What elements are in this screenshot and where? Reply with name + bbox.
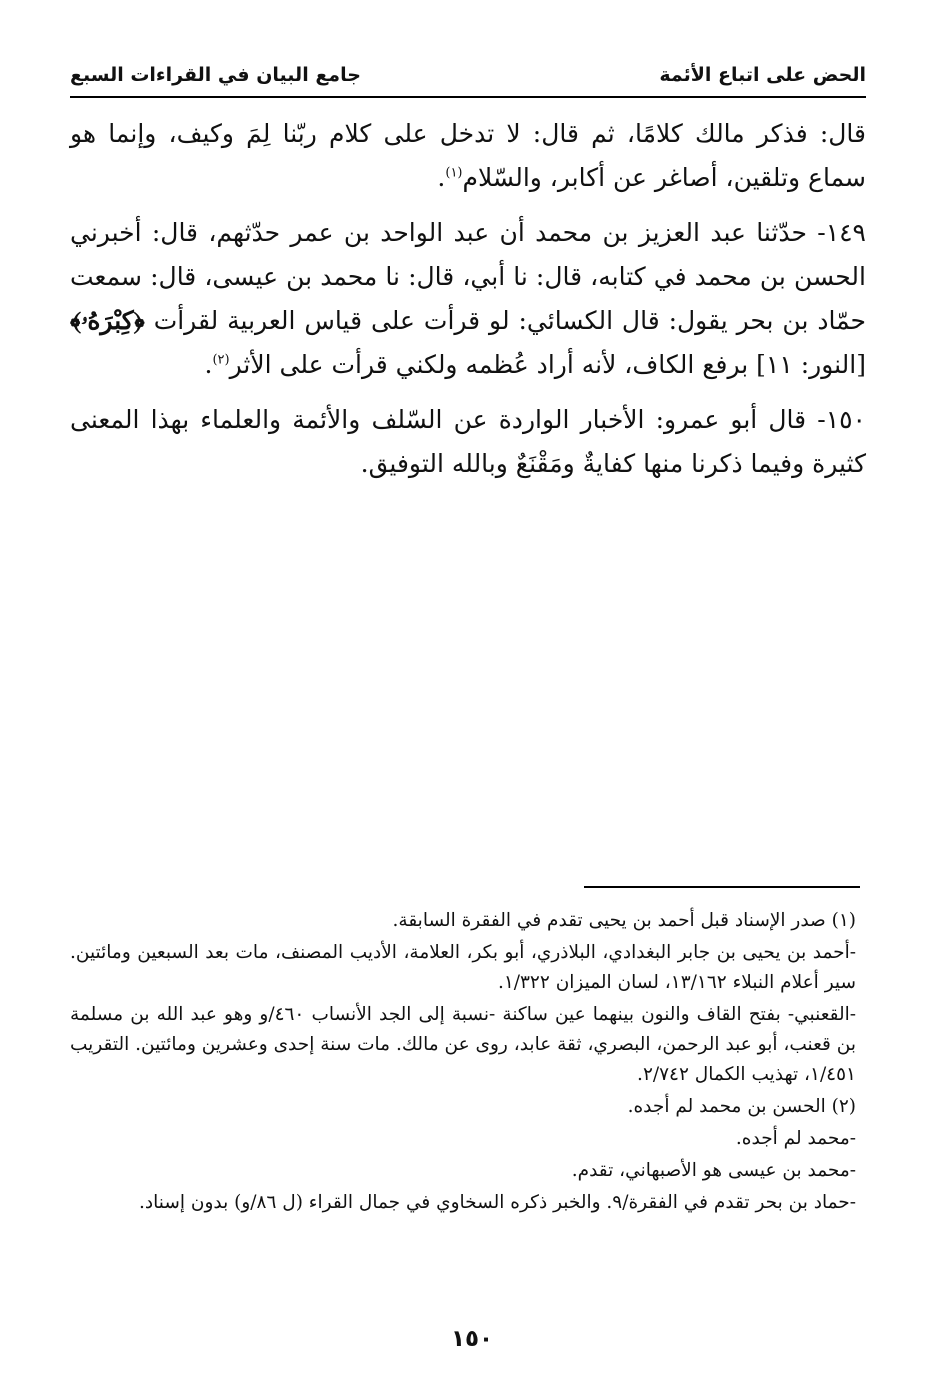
paragraph-1-end: .: [437, 163, 446, 192]
footnote-2-note-c: -حماد بن بحر تقدم في الفقرة/٩. والخبر ذكره السخاوي في جمال القراء (ل ٨٦/و) بدون إسناد.: [139, 1192, 856, 1213]
footnote-separator: [584, 886, 860, 888]
footnotes: [70, 906, 856, 1220]
footnote-1-note-b: -القعنبي- بفتح القاف والنون بينهما عين ساكنة -نسبة إلى الجد الأنساب ٤٦٠/و وهو عبد الله بن مسلمة بن قعنب، أبو عبد الرحمن، البصري، ثقة عابد، روى عن مالك. مات سنة إحدى وعشرين ومائتين. التقريب ١/٤٥١، تهذيب الكمال ٢/٧٤٢.: [70, 1004, 857, 1085]
footnote-ref-2: (٢): [212, 352, 230, 368]
paragraph-149: [70, 211, 866, 387]
running-header: [70, 62, 866, 98]
footnote-1-note-a: -أحمد بن يحيى بن جابر البغدادي، البلاذري، أبو بكر، العلامة، الأديب المصنف، مات بعد السبعين ومائتين. سير أعلام النبلاء ١٣/١٦٢، لسان الميزان ١/٣٢٢.: [70, 942, 856, 993]
header-chapter-title: الحض على اتباع الأئمة: [659, 64, 866, 86]
footnote-ref-1: (١): [445, 165, 463, 181]
header-book-title: جامع البيان في القراءات السبع: [70, 64, 361, 86]
header-rule: [70, 96, 866, 98]
paragraph-1-text: قال: فذكر مالك كلامًا، ثم قال: لا تدخل على كلام ربّنا لِمَ وكيف، وإنما هو سماع وتلقين، أصاغر عن أكابر، والسّلام: [70, 119, 866, 192]
paragraph-150: ١٥٠- قال أبو عمرو: الأخبار الواردة عن السّلف والأئمة والعلماء بهذا المعنى كثيرة وفيما ذكرنا منها كفايةٌ ومَقْنَعٌ وبالله التوفيق.: [70, 405, 866, 478]
page-number: ١٥٠: [450, 1326, 494, 1352]
paragraph-149-cont: [النور: ١١] برفع الكاف، لأنه أراد عُظمه ولكني قرأت على الأثر: [229, 350, 866, 379]
footnote-2-note-a: -محمد لم أجده.: [735, 1128, 856, 1149]
paragraph-149-end: .: [204, 350, 213, 379]
paragraph-1: [70, 112, 866, 200]
footnote-1: (١) صدر الإسناد قبل أحمد بن يحيى تقدم في الفقرة السابقة.: [392, 910, 856, 931]
footnote-2-note-b: -محمد بن عيسى هو الأصبهاني، تقدم.: [571, 1160, 856, 1181]
quran-quote: ﴿كِبْرَهُۥ﴾: [70, 306, 145, 335]
paragraph-149-text: ١٤٩- حدّثنا عبد العزيز بن محمد أن عبد الواحد بن عمر حدّثهم، قال: أخبرني الحسن بن محمد في كتابه، قال: نا أبي، قال: نا محمد بن عيسى، قال: سمعت حمّاد بن بحر يقول: قال الكسائي: لو قرأت على قياس العربية لقرأت: [70, 218, 867, 335]
main-text: [70, 112, 866, 497]
footnote-2: (٢) الحسن بن محمد لم أجده.: [627, 1096, 856, 1117]
